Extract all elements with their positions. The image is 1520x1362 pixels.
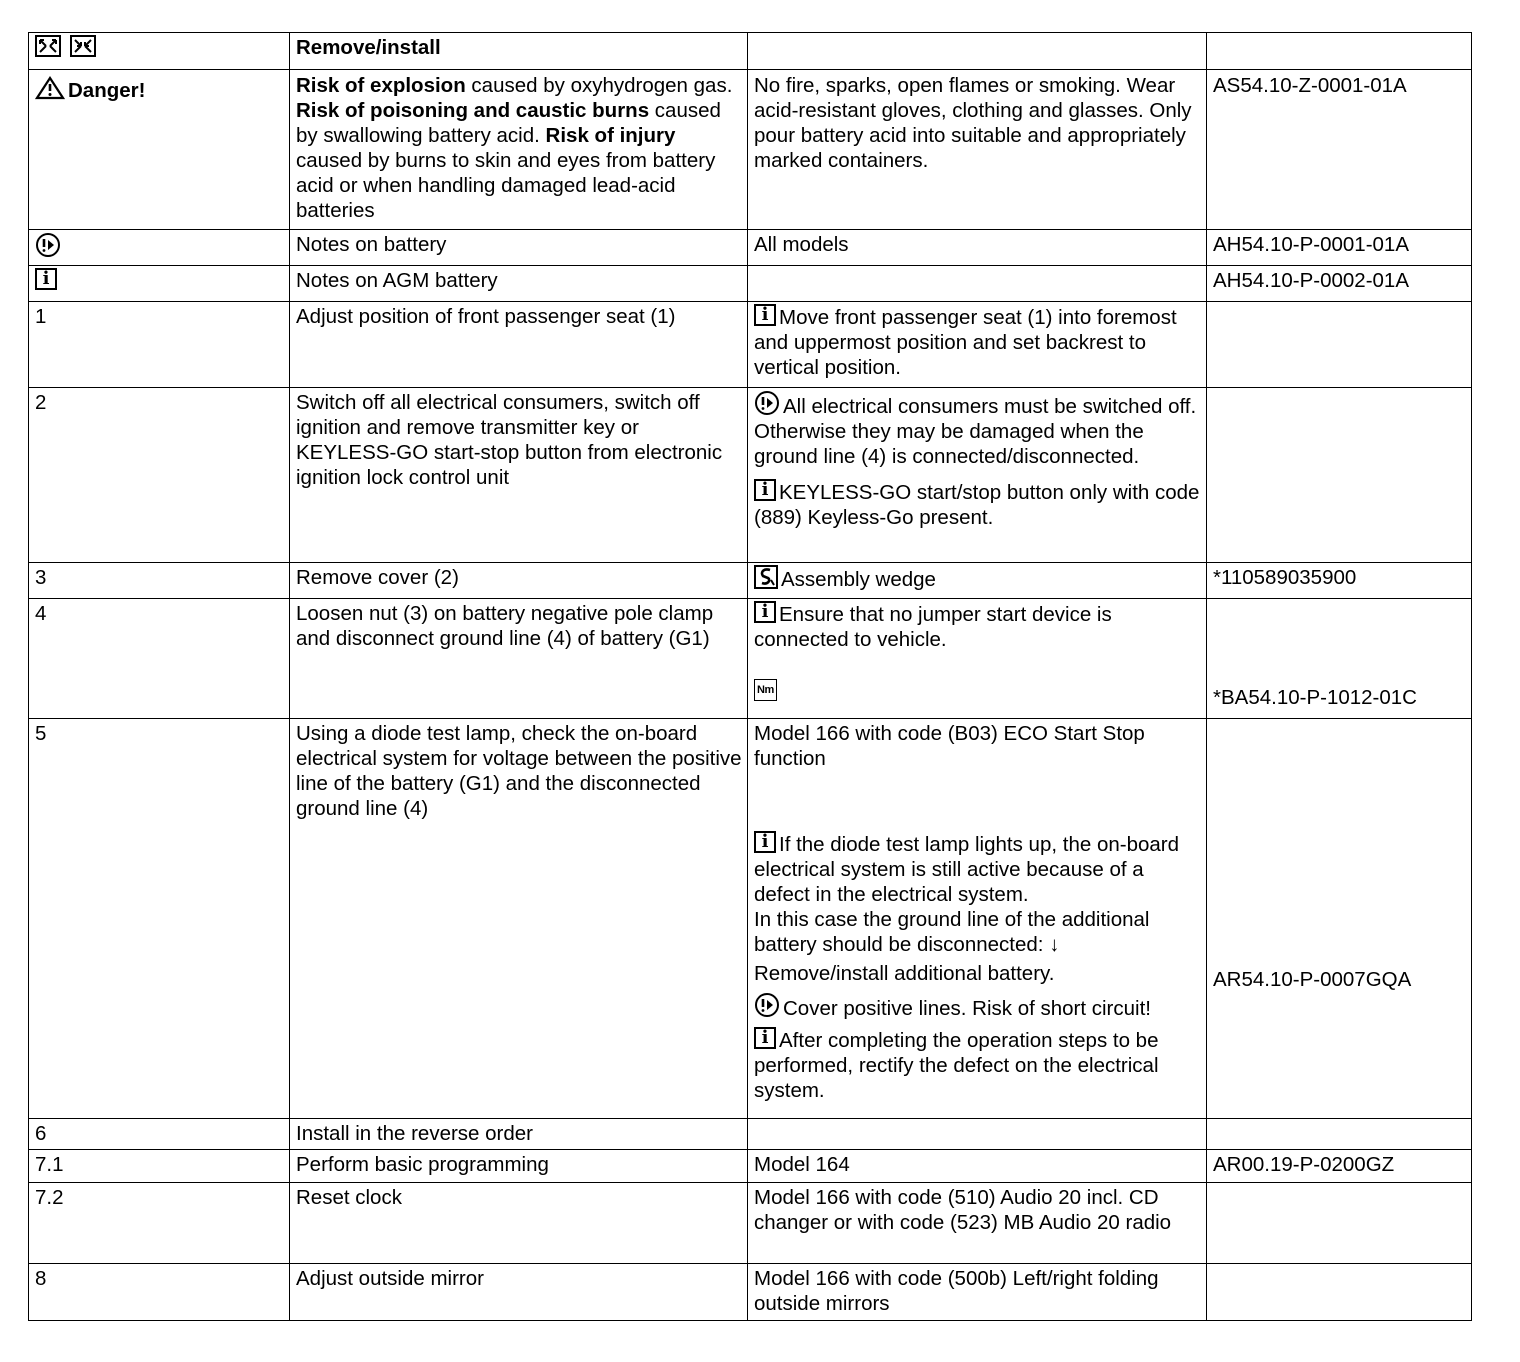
step-2-note-2: KEYLESS-GO start/stop button only with code (889) Keyless-Go present. <box>754 481 1200 529</box>
note-battery-icon-cell <box>29 230 290 266</box>
step-6-row <box>29 1119 1472 1150</box>
step-7-2-row <box>29 1183 1472 1264</box>
step-5-number: 5 <box>29 719 290 1119</box>
step-2-notes <box>748 388 1207 563</box>
step-5-note-2: In this case the ground line of the additional battery should be disconnected: <box>754 908 1150 956</box>
step-6-number: 6 <box>29 1119 290 1150</box>
step-4-ref[interactable]: *BA54.10-P-1012-01C <box>1213 686 1417 709</box>
danger-label: Danger! <box>68 79 146 102</box>
danger-text-3: caused by burns to skin and eyes from battery acid or when handling damaged lead-acid batteries <box>296 149 716 222</box>
note-battery-applies: All models <box>748 230 1207 266</box>
step-4-text: Loosen nut (3) on battery negative pole clamp and disconnect ground line (4) of battery (G1) <box>290 599 748 719</box>
step-7-1-applies: Model 164 <box>748 1150 1207 1183</box>
step-8-applies: Model 166 with code (500b) Left/right folding outside mirrors <box>748 1264 1207 1321</box>
step-7-1-text: Perform basic programming <box>290 1150 748 1183</box>
header-title: Remove/install <box>290 33 748 70</box>
danger-text <box>290 70 748 230</box>
step-6-ref <box>1207 1119 1472 1150</box>
danger-ref[interactable]: AS54.10-Z-0001-01A <box>1207 70 1472 230</box>
info-icon <box>754 479 776 501</box>
step-3-number: 3 <box>29 563 290 599</box>
step-1-text: Adjust position of front passenger seat (1) <box>290 302 748 388</box>
danger-risk-1: Risk of explosion <box>296 74 466 97</box>
step-3-text: Remove cover (2) <box>290 563 748 599</box>
step-5-note-3: Remove/install additional battery. <box>754 962 1055 985</box>
step-8-text: Adjust outside mirror <box>290 1264 748 1321</box>
step-7-1-number: 7.1 <box>29 1150 290 1183</box>
step-7-2-number: 7.2 <box>29 1183 290 1264</box>
step-5-notes <box>748 719 1207 1119</box>
danger-risk-2: Risk of poisoning and caustic burns <box>296 99 650 122</box>
step-3-row <box>29 563 1472 599</box>
step-1-ref <box>1207 302 1472 388</box>
step-2-number: 2 <box>29 388 290 563</box>
danger-row <box>29 70 1472 230</box>
step-5-applies: Model 166 with code (B03) ECO Start Stop function <box>754 722 1145 770</box>
step-3-ref[interactable]: *110589035900 <box>1207 563 1472 599</box>
danger-risk-3: Risk of injury <box>545 124 676 147</box>
special-tool-icon <box>754 565 778 589</box>
step-5-text: Using a diode test lamp, check the on-board electrical system for voltage between the positive line of the battery (G1) and the disconnected ground line (4) <box>290 719 748 1119</box>
torque-icon: Nm <box>754 679 777 701</box>
step-7-2-ref <box>1207 1183 1472 1264</box>
info-icon <box>754 601 776 623</box>
step-1-note-text: Move front passenger seat (1) into foremost and uppermost position and set backrest to vertical position. <box>754 306 1177 379</box>
step-1-note <box>748 302 1207 388</box>
step-6-applies <box>748 1119 1207 1150</box>
step-4-ref-cell <box>1207 599 1472 719</box>
danger-text-1: caused by oxyhydrogen gas. <box>465 74 733 97</box>
step-3-note <box>748 563 1207 599</box>
step-2-ref <box>1207 388 1472 563</box>
step-4-notes <box>748 599 1207 719</box>
info-icon <box>754 1027 776 1049</box>
procedure-table <box>28 32 1472 1321</box>
step-2-row <box>29 388 1472 563</box>
caution-circle-icon <box>754 390 780 416</box>
danger-measures: No fire, sparks, open flames or smoking. Wear acid-resistant gloves, clothing and glasses. Only pour battery acid into suitable and appropriately marked containers. <box>748 70 1207 230</box>
step-7-1-row <box>29 1150 1472 1183</box>
danger-cell <box>29 70 290 230</box>
note-battery-row <box>29 230 1472 266</box>
note-battery-text: Notes on battery <box>290 230 748 266</box>
step-5-ref[interactable]: AR54.10-P-0007GQA <box>1213 968 1412 991</box>
down-arrow-icon: ↓ <box>1049 933 1060 956</box>
step-2-text: Switch off all electrical consumers, switch off ignition and remove transmitter key or KEYLESS-GO start-stop button from electronic ignition lock control unit <box>290 388 748 563</box>
caution-circle-icon <box>754 992 780 1018</box>
note-battery-ref[interactable]: AH54.10-P-0001-01A <box>1207 230 1472 266</box>
step-4-note-text: Ensure that no jumper start device is connected to vehicle. <box>754 603 1112 651</box>
step-4-number: 4 <box>29 599 290 719</box>
step-5-note-1: If the diode test lamp lights up, the on-board electrical system is still active because of a defect in the electrical system. <box>754 833 1180 906</box>
step-8-row <box>29 1264 1472 1321</box>
step-2-note-1: All electrical consumers must be switched off. Otherwise they may be damaged when the ground line (4) is connected/disconnected. <box>754 395 1197 468</box>
header-empty-3 <box>748 33 1207 70</box>
step-1-row <box>29 302 1472 388</box>
note-agm-ref[interactable]: AH54.10-P-0002-01A <box>1207 266 1472 302</box>
caution-circle-icon <box>35 232 61 258</box>
step-5-note-4: Cover positive lines. Risk of short circuit! <box>783 997 1151 1020</box>
step-7-2-text: Reset clock <box>290 1183 748 1264</box>
step-7-2-applies: Model 166 with code (510) Audio 20 incl. CD changer or with code (523) MB Audio 20 radio <box>748 1183 1207 1264</box>
install-icon <box>70 35 96 57</box>
warning-triangle-icon <box>35 76 65 100</box>
info-icon <box>35 268 57 290</box>
step-5-ref-cell <box>1207 719 1472 1119</box>
note-agm-row <box>29 266 1472 302</box>
header-icons <box>29 33 290 70</box>
step-1-number: 1 <box>29 302 290 388</box>
danger-text-2: caused by swallowing battery acid. <box>296 99 721 147</box>
info-icon <box>754 831 776 853</box>
step-8-ref <box>1207 1264 1472 1321</box>
note-agm-text: Notes on AGM battery <box>290 266 748 302</box>
step-5-row <box>29 719 1472 1119</box>
note-agm-icon-cell <box>29 266 290 302</box>
step-7-1-ref[interactable]: AR00.19-P-0200GZ <box>1207 1150 1472 1183</box>
step-5-note-5: After completing the operation steps to be performed, rectify the defect on the electrical system. <box>754 1029 1159 1102</box>
step-6-text: Install in the reverse order <box>290 1119 748 1150</box>
step-8-number: 8 <box>29 1264 290 1321</box>
step-3-note-text: Assembly wedge <box>781 568 936 591</box>
remove-icon <box>35 35 61 57</box>
note-agm-applies <box>748 266 1207 302</box>
header-row <box>29 33 1472 70</box>
step-4-row <box>29 599 1472 719</box>
header-empty-4 <box>1207 33 1472 70</box>
info-icon <box>754 304 776 326</box>
